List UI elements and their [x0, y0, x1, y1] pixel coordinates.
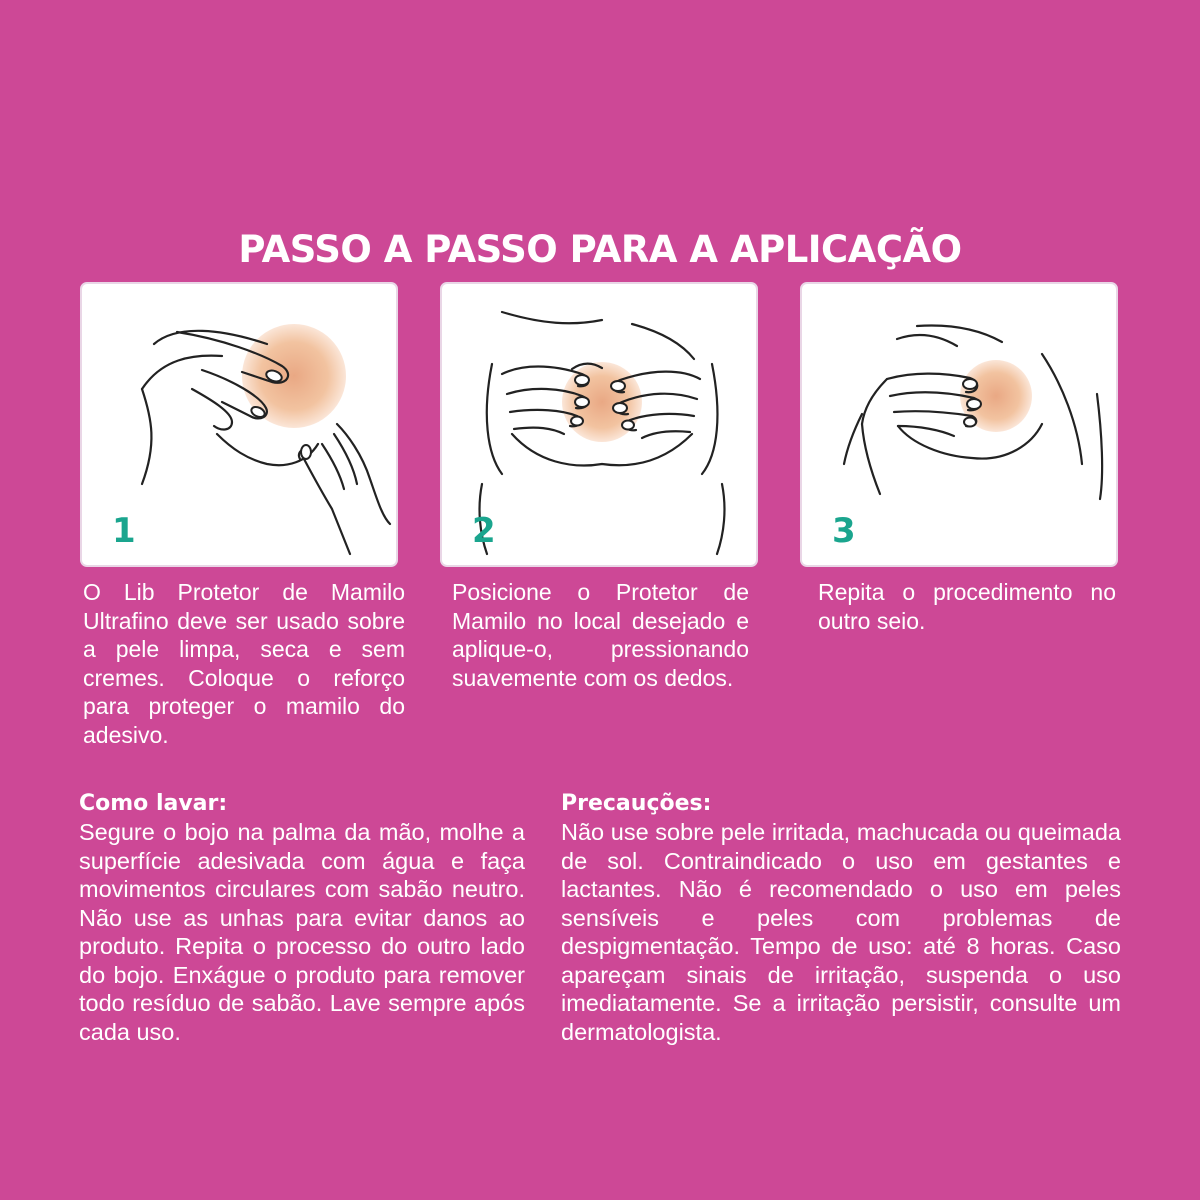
precautions-heading: Precauções: [561, 791, 712, 816]
wash-text: Segure o bojo na palma da mão, molhe a superfície adesivada com água e faça movimentos circulares com sabão neutro. Não use as unhas para evitar danos ao produto. Repita o processo do outro lado do bojo. Enxágue o produto para remover todo resíduo de sabão. Lave sempre após cada uso. [79, 819, 525, 1045]
precautions-text: Não use sobre pele irritada, machucada ou queimada de sol. Contraindicado o uso em gestantes e lactantes. Não é recomendado o uso em peles sensíveis e peles com problemas de despigmentação. Tempo de uso: até 8 horas. Caso apareçam sinais de irritação, suspenda o uso imediatamente. Se a irritação persistir, consulte um dermatologista. [561, 819, 1121, 1045]
wash-heading: Como lavar: [79, 791, 228, 816]
precautions-section [561, 790, 1121, 1046]
step-2-text: Posicione o Protetor de Mamilo no local desejado e aplique-o, pressionando suavemente com os dedos. [452, 579, 749, 691]
step-2-number: 2 [472, 511, 496, 551]
step-1-number: 1 [112, 511, 136, 551]
page-title: PASSO A PASSO PARA A APLICAÇÃO [238, 228, 962, 271]
wash-section [79, 790, 525, 1046]
step-2-card [440, 282, 758, 567]
step-3-number: 3 [832, 511, 856, 551]
step-1-card [80, 282, 398, 567]
step-3-text: Repita o procedimento no outro seio. [818, 579, 1116, 634]
step-3-card [800, 282, 1118, 567]
step-1-text: O Lib Protetor de Mamilo Ultrafino deve ser usado sobre a pele limpa, seca e sem cremes. Coloque o reforço para proteger o mamilo do adesivo. [83, 579, 405, 748]
